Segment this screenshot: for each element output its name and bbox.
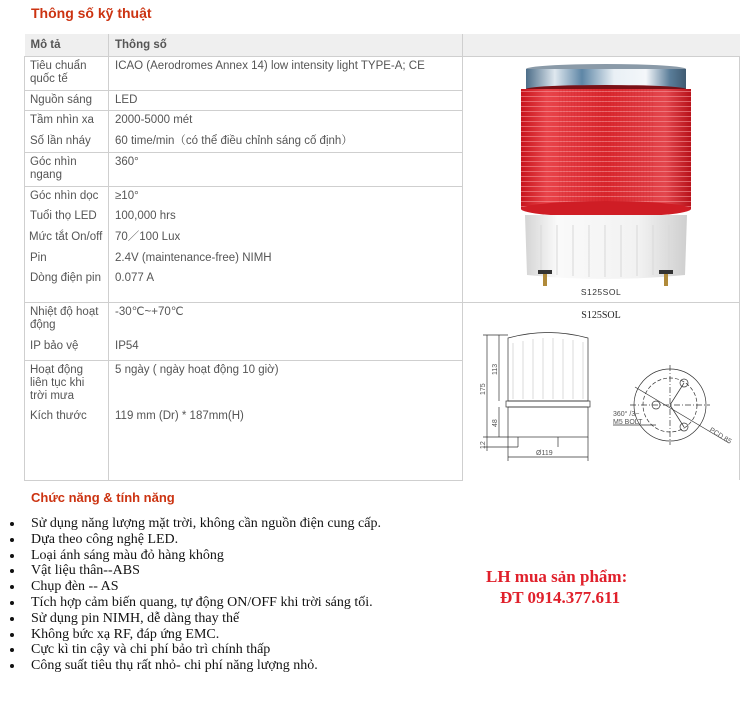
dim-terminal-height: 12 [480, 440, 487, 449]
row-label: Nguồn sáng [25, 90, 109, 110]
pcd-label: PCD 85 [707, 426, 733, 446]
drawing-title: S125SOL [581, 309, 621, 321]
bolt-note-1: 360° /3− [613, 410, 640, 418]
row-value: 70／100 Lux [115, 231, 181, 243]
technical-drawing-cell [463, 302, 740, 480]
feature-item: Loại ánh sáng màu đỏ hàng không [8, 548, 381, 564]
row-label: IP bảo vệ [25, 336, 109, 360]
contact-phone[interactable]: ĐT 0914.377.611 [500, 588, 621, 607]
row-value: ≥10° [109, 186, 463, 206]
table-row [25, 302, 740, 336]
header-spec: Thông số [109, 34, 463, 56]
beacon-lamp-icon [463, 57, 740, 289]
bolt-note-2: M5 BOLT [613, 418, 643, 426]
dim-lens-height: 113 [492, 363, 499, 375]
row-value: 5 ngày ( ngày hoạt động 10 giờ) [109, 360, 463, 406]
feature-item: Chụp đèn -- AS [8, 579, 381, 595]
contact-block [486, 566, 627, 608]
header-description: Mô tả [25, 34, 109, 56]
contact-line-1: LH mua sản phẩm: [486, 567, 628, 586]
product-photo [463, 57, 739, 302]
dim-base-height: 48 [492, 418, 499, 427]
product-caption: S125SOL [580, 286, 622, 297]
row-value: 60 time/min（có thể điều chỉnh sáng cố định） [115, 135, 353, 147]
feature-item: Vật liệu thân--ABS [8, 563, 381, 579]
row-value: 2000-5000 mét [109, 110, 463, 131]
feature-item: Không bức xạ RF, đáp ứng EMC. [8, 627, 381, 643]
row-label: Tiêu chuẩn quốc tế [25, 56, 109, 90]
row-label: Góc nhìn dọc [25, 186, 109, 206]
spec-section-title: Thông số kỹ thuật [31, 5, 152, 21]
row-label: Số lần nháy [25, 131, 109, 152]
feature-item: Sử dụng pin NIMH, dễ dàng thay thế [8, 611, 381, 627]
feature-item: Sử dụng năng lượng mặt trời, không cần nguồn điện cung cấp. [8, 516, 381, 532]
spec-table-header [25, 34, 740, 56]
feature-item: Tích hợp cảm biến quang, tự động ON/OFF khi trời sáng tối. [8, 595, 381, 611]
row-value: 119 mm (Dr) * 187mm(H) [109, 406, 463, 480]
row-label: Mức tắt On/off [25, 227, 109, 248]
header-image [463, 34, 740, 56]
row-value: 360° [109, 152, 463, 186]
row-label: Dòng điện pin [25, 268, 109, 302]
row-label: Kích thước [25, 406, 109, 480]
row-label: Góc nhìn ngang [25, 152, 109, 186]
row-label: Tầm nhìn xa [25, 110, 109, 131]
product-photo-cell [463, 56, 740, 302]
row-label: Nhiệt độ hoạt động [25, 302, 109, 336]
row-value: 100,000 hrs [115, 210, 176, 222]
feature-item: Cực kì tin cậy và chi phí bảo trì chính thấp [8, 642, 381, 658]
spec-table [24, 34, 740, 481]
row-label: Pin [25, 248, 109, 268]
row-value: 0.077 A [115, 272, 155, 284]
row-value: 2.4V (maintenance-free) NIMH [115, 252, 272, 264]
feature-item: Dựa theo công nghệ LED. [8, 532, 381, 548]
row-value: LED [109, 90, 463, 110]
row-value: ICAO (Aerodromes Annex 14) low intensity light TYPE-A; CE [109, 56, 463, 90]
row-value: IP54 [115, 340, 139, 352]
dimension-drawing-icon [463, 303, 740, 479]
table-row [25, 56, 740, 90]
row-label: Tuổi thọ LED [25, 206, 109, 227]
technical-drawing [463, 303, 739, 479]
dim-diameter: Ø119 [536, 449, 553, 457]
row-label: Hoạt động liên tục khi trời mưa [25, 360, 109, 406]
feature-item: Công suất tiêu thụ rất nhỏ- chi phí năng lượng nhỏ. [8, 658, 381, 674]
row-value: -30℃~+70℃ [109, 302, 463, 336]
dim-total-height: 175 [480, 382, 487, 395]
features-section-title: Chức năng & tính năng [31, 490, 175, 505]
features-list [8, 516, 381, 674]
